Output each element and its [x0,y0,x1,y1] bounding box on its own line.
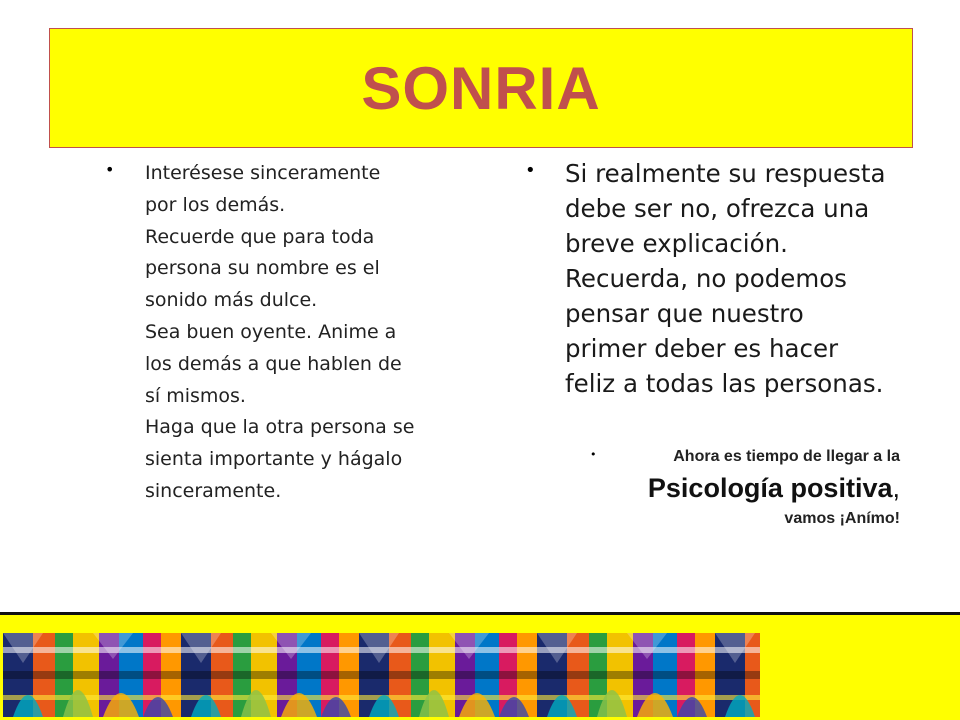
left-line: persona su nombre es el [145,257,380,280]
footer-band [0,612,960,720]
right-line: debe ser no, ofrezca una [565,194,870,223]
positive-psychology-text: Psicología positiva [647,473,893,503]
bullet-dot-icon: • [105,160,115,179]
comma-text: , [892,473,900,503]
bullet-dot-icon: • [590,448,597,461]
page-title: SONRIA [361,54,601,122]
sub-line-cheer: vamos ¡Anímo! [784,510,900,527]
textile-pattern-image [3,633,760,717]
right-line: breve explicación. [565,229,788,258]
left-line: por los demás. [145,193,286,216]
left-bullet-text [145,158,485,508]
title-banner [49,28,913,148]
left-line: sinceramente. [145,479,282,502]
right-line: pensar que nuestro [565,299,804,328]
right-line: Recuerda, no podemos [565,264,847,293]
sub-line-intro: Ahora es tiempo de llegar a la [673,448,900,465]
left-line: Interésese sinceramente [145,162,381,184]
left-line: sí mismos. [145,384,246,407]
right-line: primer deber es hacer [565,334,839,363]
sub-bullet [590,444,900,532]
bullet-dot-icon: • [525,160,536,181]
right-line: Si realmente su respuesta [565,159,886,188]
left-line: sienta importante y hágalo [145,448,403,471]
left-line: los demás a que hablen de [145,352,402,375]
left-line: sonido más dulce. [145,289,318,312]
right-line: feliz a todas las personas. [565,369,884,398]
left-line: Haga que la otra persona se [145,416,415,439]
right-bullet-list [525,156,905,401]
left-line: Sea buen oyente. Anime a [145,320,397,343]
right-bullet-text [565,156,905,401]
left-line: Recuerde que para toda [145,225,375,248]
left-bullet-list [105,158,485,508]
sub-line-highlight [590,470,900,506]
